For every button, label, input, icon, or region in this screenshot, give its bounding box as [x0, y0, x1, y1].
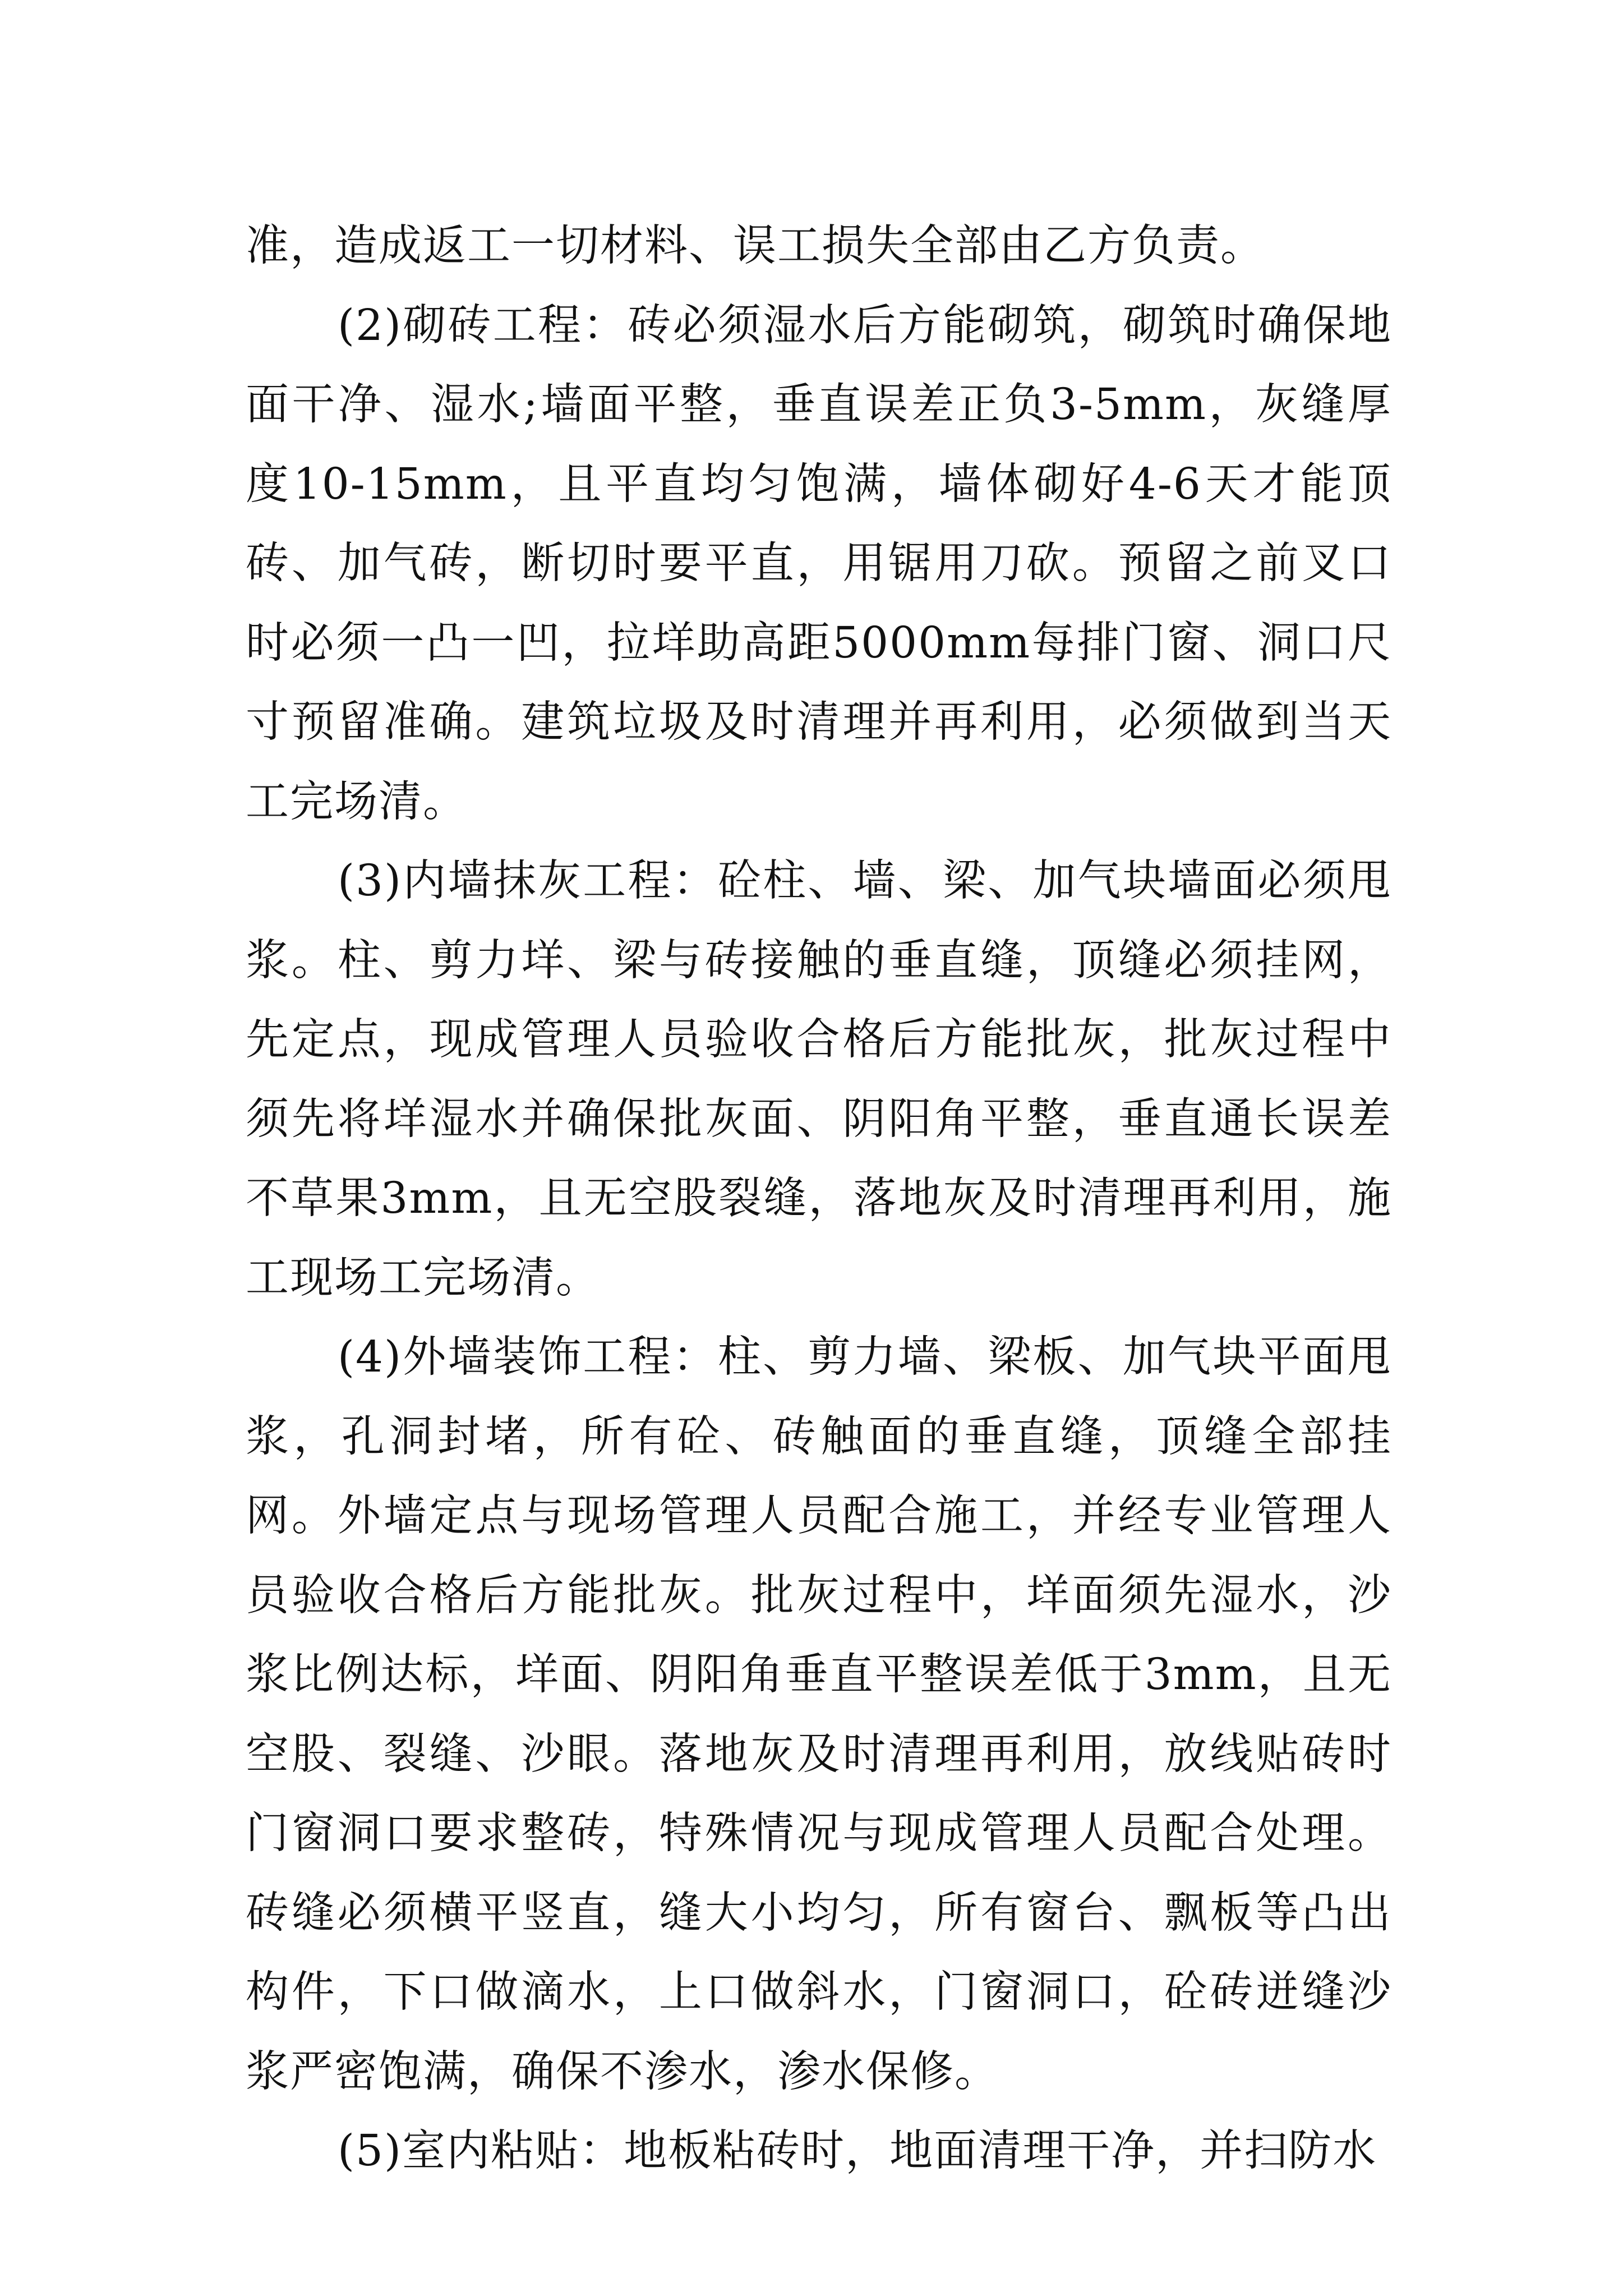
paragraph-continuation: 准，造成返工一切材料、误工损失全部由乙方负责。	[246, 221, 1265, 271]
paragraph-brick-work: (2)砌砖工程：砖必须湿水后方能砌筑，砌筑时确保地面干净、湿水;墙面平整，垂直误差正负3-5mm，灰缝厚度10-15mm，且平直均匀饱满，墙体砌好4-6天才能顶砖、加气砖，断切时要平直，用锯用刀砍。预留之前叉口时必须一凸一凹，拉垟助高距5000mm每排门窗、洞口尺寸预留准确。建筑垃圾及时清理并再利用，必须做到当天工完场清。	[246, 300, 1392, 827]
body-text	[246, 206, 1392, 2191]
paragraph-interior-plaster: (3)内墙抹灰工程：砼柱、墙、梁、加气块墙面必须甩浆。柱、剪力垟、梁与砖接触的垂直缝，顶缝必须挂网，先定点，现成管理人员验收合格后方能批灰，批灰过程中须先将垟湿水并确保批灰面、阴阳角平整，垂直通长误差不草果3mm，且无空股裂缝，落地灰及时清理再利用，施工现场工完场清。	[246, 856, 1392, 1303]
paragraph-exterior-decoration: (4)外墙装饰工程：柱、剪力墙、梁板、加气块平面甩浆，孔洞封堵，所有砼、砖触面的垂直缝，顶缝全部挂网。外墙定点与现场管理人员配合施工，并经专业管理人员验收合格后方能批灰。批灰过程中，垟面须先湿水，沙浆比例达标，垟面、阴阳角垂直平整误差低于3mm，且无空股、裂缝、沙眼。落地灰及时清理再利用，放线贴砖时门窗洞口要求整砖，特殊情况与现成管理人员配合处理。砖缝必须横平竖直，缝大小均匀，所有窗台、飘板等凸出构件，下口做滴水，上口做斜水，门窗洞口，砼砖迸缝沙浆严密饱满，确保不渗水，渗水保修。	[246, 1332, 1392, 2097]
paragraph-interior-tiling: (5)室内粘贴：地板粘砖时，地面清理干净，并扫防水	[338, 2126, 1377, 2176]
